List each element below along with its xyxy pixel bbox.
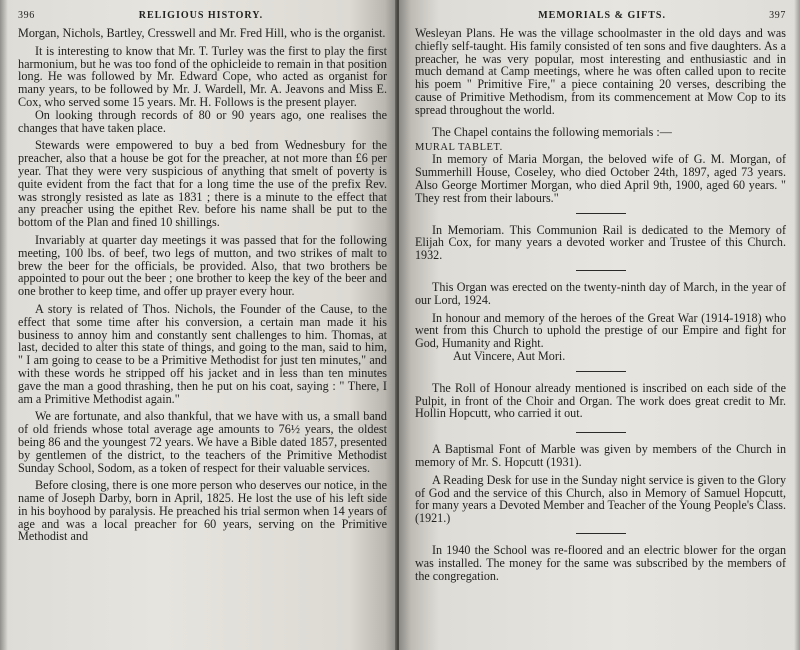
mural-tablet-heading: MURAL TABLET. [415,142,503,154]
chapel-memorials-line: The Chapel contains the following memorials :— [432,124,672,139]
left-page-body [18,27,387,543]
divider-rule [576,270,626,271]
left-page-number: 396 [18,10,35,21]
baptismal-font-text: A Baptismal Font of Marble was given by members of the Church in memory of Mr. S. Hopcutt (1931). [415,442,786,469]
paragraph-old-friends: We are fortunate, and also thankful, that we have with us, a small band of old friends whose total average age amounts to 76½ years, the oldest being 86 and the youngest 72 years. We have a Bible dated 1857, presented by gentlemen of the district, to the teachers of the Primitive Methodist Sunday School, Sodom, as a token of respect for their valuable services. [18,409,387,475]
mural-tablet-text: In memory of Maria Morgan, the beloved wife of G. M. Morgan, of Summerhill House, Coseley, who died October 24th, 1897, aged 73 years. Also George Mortimer Morgan, who died April 9th, 1900, aged 60 years. " They rest from their labours." [415,152,786,205]
divider-rule [576,432,626,433]
school-refloored-text: In 1940 the School was re-floored and an electric blower for the organ was installed. The money for the same was subscribed by the members of the congregation. [415,542,786,583]
communion-rail-text: In Memoriam. This Communion Rail is dedicated to the Memory of Elijah Cox, for many years a devoted worker and Trustee of this Church. 1932. [415,222,786,263]
great-war-text: In honour and memory of the heroes of the Great War (1914-1918) who went from this Church to uphold the prestige of our Empire and fight for God, Humanity and Right. [415,310,786,351]
divider-rule [576,213,626,214]
left-running-title: RELIGIOUS HISTORY. [138,10,264,21]
right-page [399,0,800,650]
right-page-body [415,27,786,582]
organ-text: This Organ was erected on the twenty-ninth day of March, in the year of our Lord, 1924. [415,279,786,307]
left-page-header [18,10,387,21]
left-page [0,0,397,650]
paragraph-thos-nichols: A story is related of Thos. Nichols, the Founder of the Cause, to the effect that some time after his conversion, a certain man made it his business to annoy him and constantly sent challenges to him. Thomas, at last, decided to alter this state of things, and going to the man, said to him, " I am going to cease to be a Primitive Methodist for just ten minutes," and with these words he stripped off his jacket and in less than ten minutes gave the man a good thrashing, then he put on his coat, saying : " There, I am a Primitive Methodist again." [18,301,387,406]
paragraph-darby-continued: Wesleyan Plans. He was the village schoolmaster in the old days and was chiefly self-taught. His family consisted of ten sons and five daughters. As a preacher, he was very popular, most interesting and enthusiastic and in much demand at Camp meetings, where he was often called upon to recite his poem " Primitive Fire," a piece containing 20 verses, describing the cause of Primitive Methodism, from its commencement at Mow Cop to its spread throughout the world. [415,26,786,117]
paragraph-joseph-darby: Before closing, there is one more person who deserves our notice, in the name of Joseph Darby, born in April, 1825. He lost the use of his left side in his boyhood by paralysis. He preached his trial sermon when 14 years of age and was a local preacher for 60 years, serving on the Primitive Methodist and [18,478,387,544]
right-running-title: MEMORIALS & GIFTS. [538,10,666,21]
right-page-header [415,10,786,21]
divider-rule [576,371,626,372]
roll-of-honour-text: The Roll of Honour already mentioned is inscribed on each side of the Pulpit, in front of the Choir and Organ. The work does great credit to Mr. Hollin Hopcutt, who carried it out. [415,380,786,421]
paragraph-records: On looking through records of 80 or 90 years ago, one realises the changes that have taken place. [18,107,387,135]
divider-rule [576,533,626,534]
paragraph-continuation: Morgan, Nichols, Bartley, Cresswell and Mr. Fred Hill, who is the organist. [18,26,386,40]
paragraph-organists: It is interesting to know that Mr. T. Turley was the first to play the first harmonium, but he was too fond of the ophicleide to remain in that position long. He was followed by Mr. Edward Cope, who acted as organist for many years, to be followed by Mr. J. Wardell, Mr. A. Jeavons and Miss E. Cox, who served some 15 years. Mr. H. Follows is the present player. [18,43,387,109]
reading-desk-text: A Reading Desk for use in the Sunday night service is given to the Glory of God and the service of this Church, also in Memory of Samuel Hopcutt, for many years a Devoted Member and Teacher of the Young People's Class. (1921.) [415,472,786,526]
paragraph-stewards: Stewards were empowered to buy a bed from Wednesbury for the preacher, also that a house be got for the preacher, at not more than £6 per year. That they were very suspicious of anything that smelt of poverty is quite evident from the fact that for a long time the use of the prefix Rev. was strongly resisted as late as 1831 ; there is a minute to the effect that any preacher using the epithet Rev. before his name shall be put to the bottom of the Plan and fined 10 shillings. [18,138,387,230]
right-page-number: 397 [769,10,786,21]
latin-motto: Aut Vincere, Aut Mori. [453,348,566,363]
paragraph-quarter-day: Invariably at quarter day meetings it was passed that for the following meeting, 100 lbs. of beef, two legs of mutton, and two strikes of malt to brew the beer for the officials, be provided. Also, that two brothers be appointed to pour out the beer ; one brother to keep the key of the beer and one brother to keep time, and offer up prayer every hour. [18,232,387,299]
left-page-edge-shadow [0,0,8,650]
right-page-edge-shadow [794,0,800,650]
